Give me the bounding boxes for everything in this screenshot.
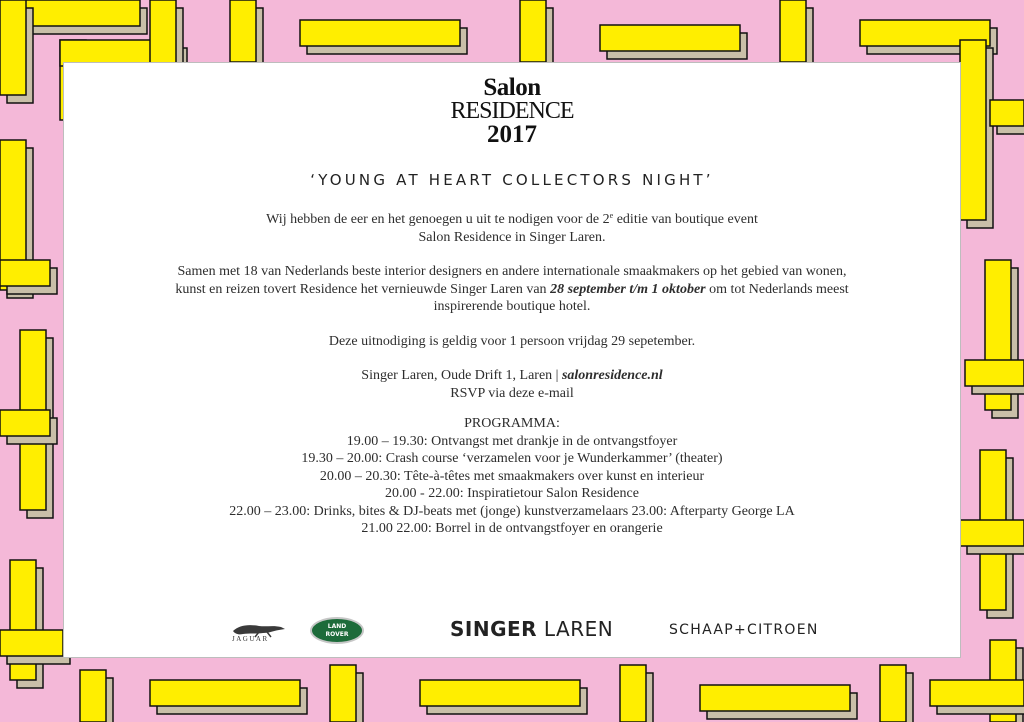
logo-line-salon: Salon xyxy=(483,74,541,101)
singer-wordmark: SINGER xyxy=(450,617,538,641)
description-line-3: inspirerende boutique hotel. xyxy=(433,299,591,314)
landrover-logo xyxy=(310,617,364,644)
landrover-line-2: ROVER xyxy=(325,631,349,638)
maze-bar xyxy=(300,20,460,46)
maze-bar xyxy=(0,260,50,286)
maze-bar xyxy=(965,360,1024,386)
logo-line-year: 2017 xyxy=(487,121,537,148)
description-text-b: om tot Nederlands meest xyxy=(705,281,849,297)
maze-bar xyxy=(80,670,106,722)
laren-wordmark: LAREN xyxy=(537,617,614,641)
event-dates: 28 september t/m 1 oktober xyxy=(550,281,706,297)
location-line xyxy=(84,367,940,385)
programme-title: PROGRAMMA: xyxy=(464,416,560,431)
intro-superscript: e xyxy=(609,211,614,220)
description-line-2 xyxy=(84,281,940,299)
maze-bar xyxy=(930,680,1024,706)
maze-bar xyxy=(0,0,26,95)
maze-bar xyxy=(330,665,356,722)
intro-text-a: Wij hebben de eer en het genoegen u uit te nodigen voor de 2 xyxy=(266,212,610,227)
description-text-a: kunst en reizen tovert Residence het vernieuwde Singer Laren van xyxy=(175,281,551,297)
maze-bar xyxy=(960,520,1024,546)
maze-bar xyxy=(880,665,906,722)
schaap-citroen-logo xyxy=(669,622,819,638)
landrover-line-1: LAND xyxy=(327,623,347,630)
invitation-body xyxy=(84,211,940,538)
location-address: Singer Laren, Oude Drift 1, Laren | xyxy=(361,368,562,383)
programme-item: 21.00 22.00: Borrel in de ontvangstfoyer en orangerie xyxy=(361,521,663,536)
rsvp-line: RSVP via deze e-mail xyxy=(450,385,574,401)
maze-bar xyxy=(230,0,256,62)
maze-bar xyxy=(780,0,806,62)
website-link[interactable]: salonresidence.nl xyxy=(561,368,663,383)
sponsor-logos xyxy=(64,609,960,649)
logo-line-residence: RESIDENCE xyxy=(450,98,574,124)
maze-bar xyxy=(990,100,1024,126)
maze-bar xyxy=(0,410,50,436)
event-title: ‘YOUNG AT HEART COLLECTORS NIGHT’ xyxy=(310,171,714,189)
jaguar-wordmark: JAGUAR xyxy=(232,635,269,643)
maze-bar xyxy=(0,630,63,656)
citroen-wordmark: CITROEN xyxy=(747,622,819,638)
intro-line-1 xyxy=(84,211,940,229)
intro-line-2: Salon Residence in Singer Laren. xyxy=(418,229,606,245)
maze-bar xyxy=(600,25,740,51)
programme-item: 19.30 – 20.00: Crash course ‘verzamelen voor je Wunderkammer’ (theater) xyxy=(301,451,723,466)
programme-item: 20.00 - 22.00: Inspiratietour Salon Residence xyxy=(385,486,639,501)
programme-item: 20.00 – 20.30: Tête-à-têtes met smaakmakers over kunst en interieur xyxy=(319,468,705,484)
intro-text-b: editie van boutique event xyxy=(613,212,758,227)
maze-bar xyxy=(520,0,546,62)
invitation-card xyxy=(63,62,961,658)
salon-residence-logo xyxy=(64,75,960,147)
maze-bar xyxy=(150,680,300,706)
schaap-citroen-symbol: + xyxy=(733,622,748,638)
description-line-1: Samen met 18 van Nederlands beste interior designers en andere internationale smaakmakers op het gebied van wonen, xyxy=(177,264,847,279)
programme-item: 22.00 – 23.00: Drinks, bites & DJ-beats met (jonge) kunstverzamelaars 23.00: Afterparty George LA xyxy=(229,503,795,519)
singer-laren-logo xyxy=(450,617,613,641)
maze-bar xyxy=(150,0,176,66)
maze-bar xyxy=(420,680,580,706)
maze-bar xyxy=(700,685,850,711)
validity-note: Deze uitnodiging is geldig voor 1 persoon vrijdag 29 sepetember. xyxy=(328,333,696,349)
programme-item: 19.00 – 19.30: Ontvangst met drankje in de ontvangstfoyer xyxy=(346,433,678,449)
maze-bar xyxy=(960,40,986,220)
schaap-wordmark: SCHAAP xyxy=(669,622,734,638)
maze-bar xyxy=(620,665,646,722)
